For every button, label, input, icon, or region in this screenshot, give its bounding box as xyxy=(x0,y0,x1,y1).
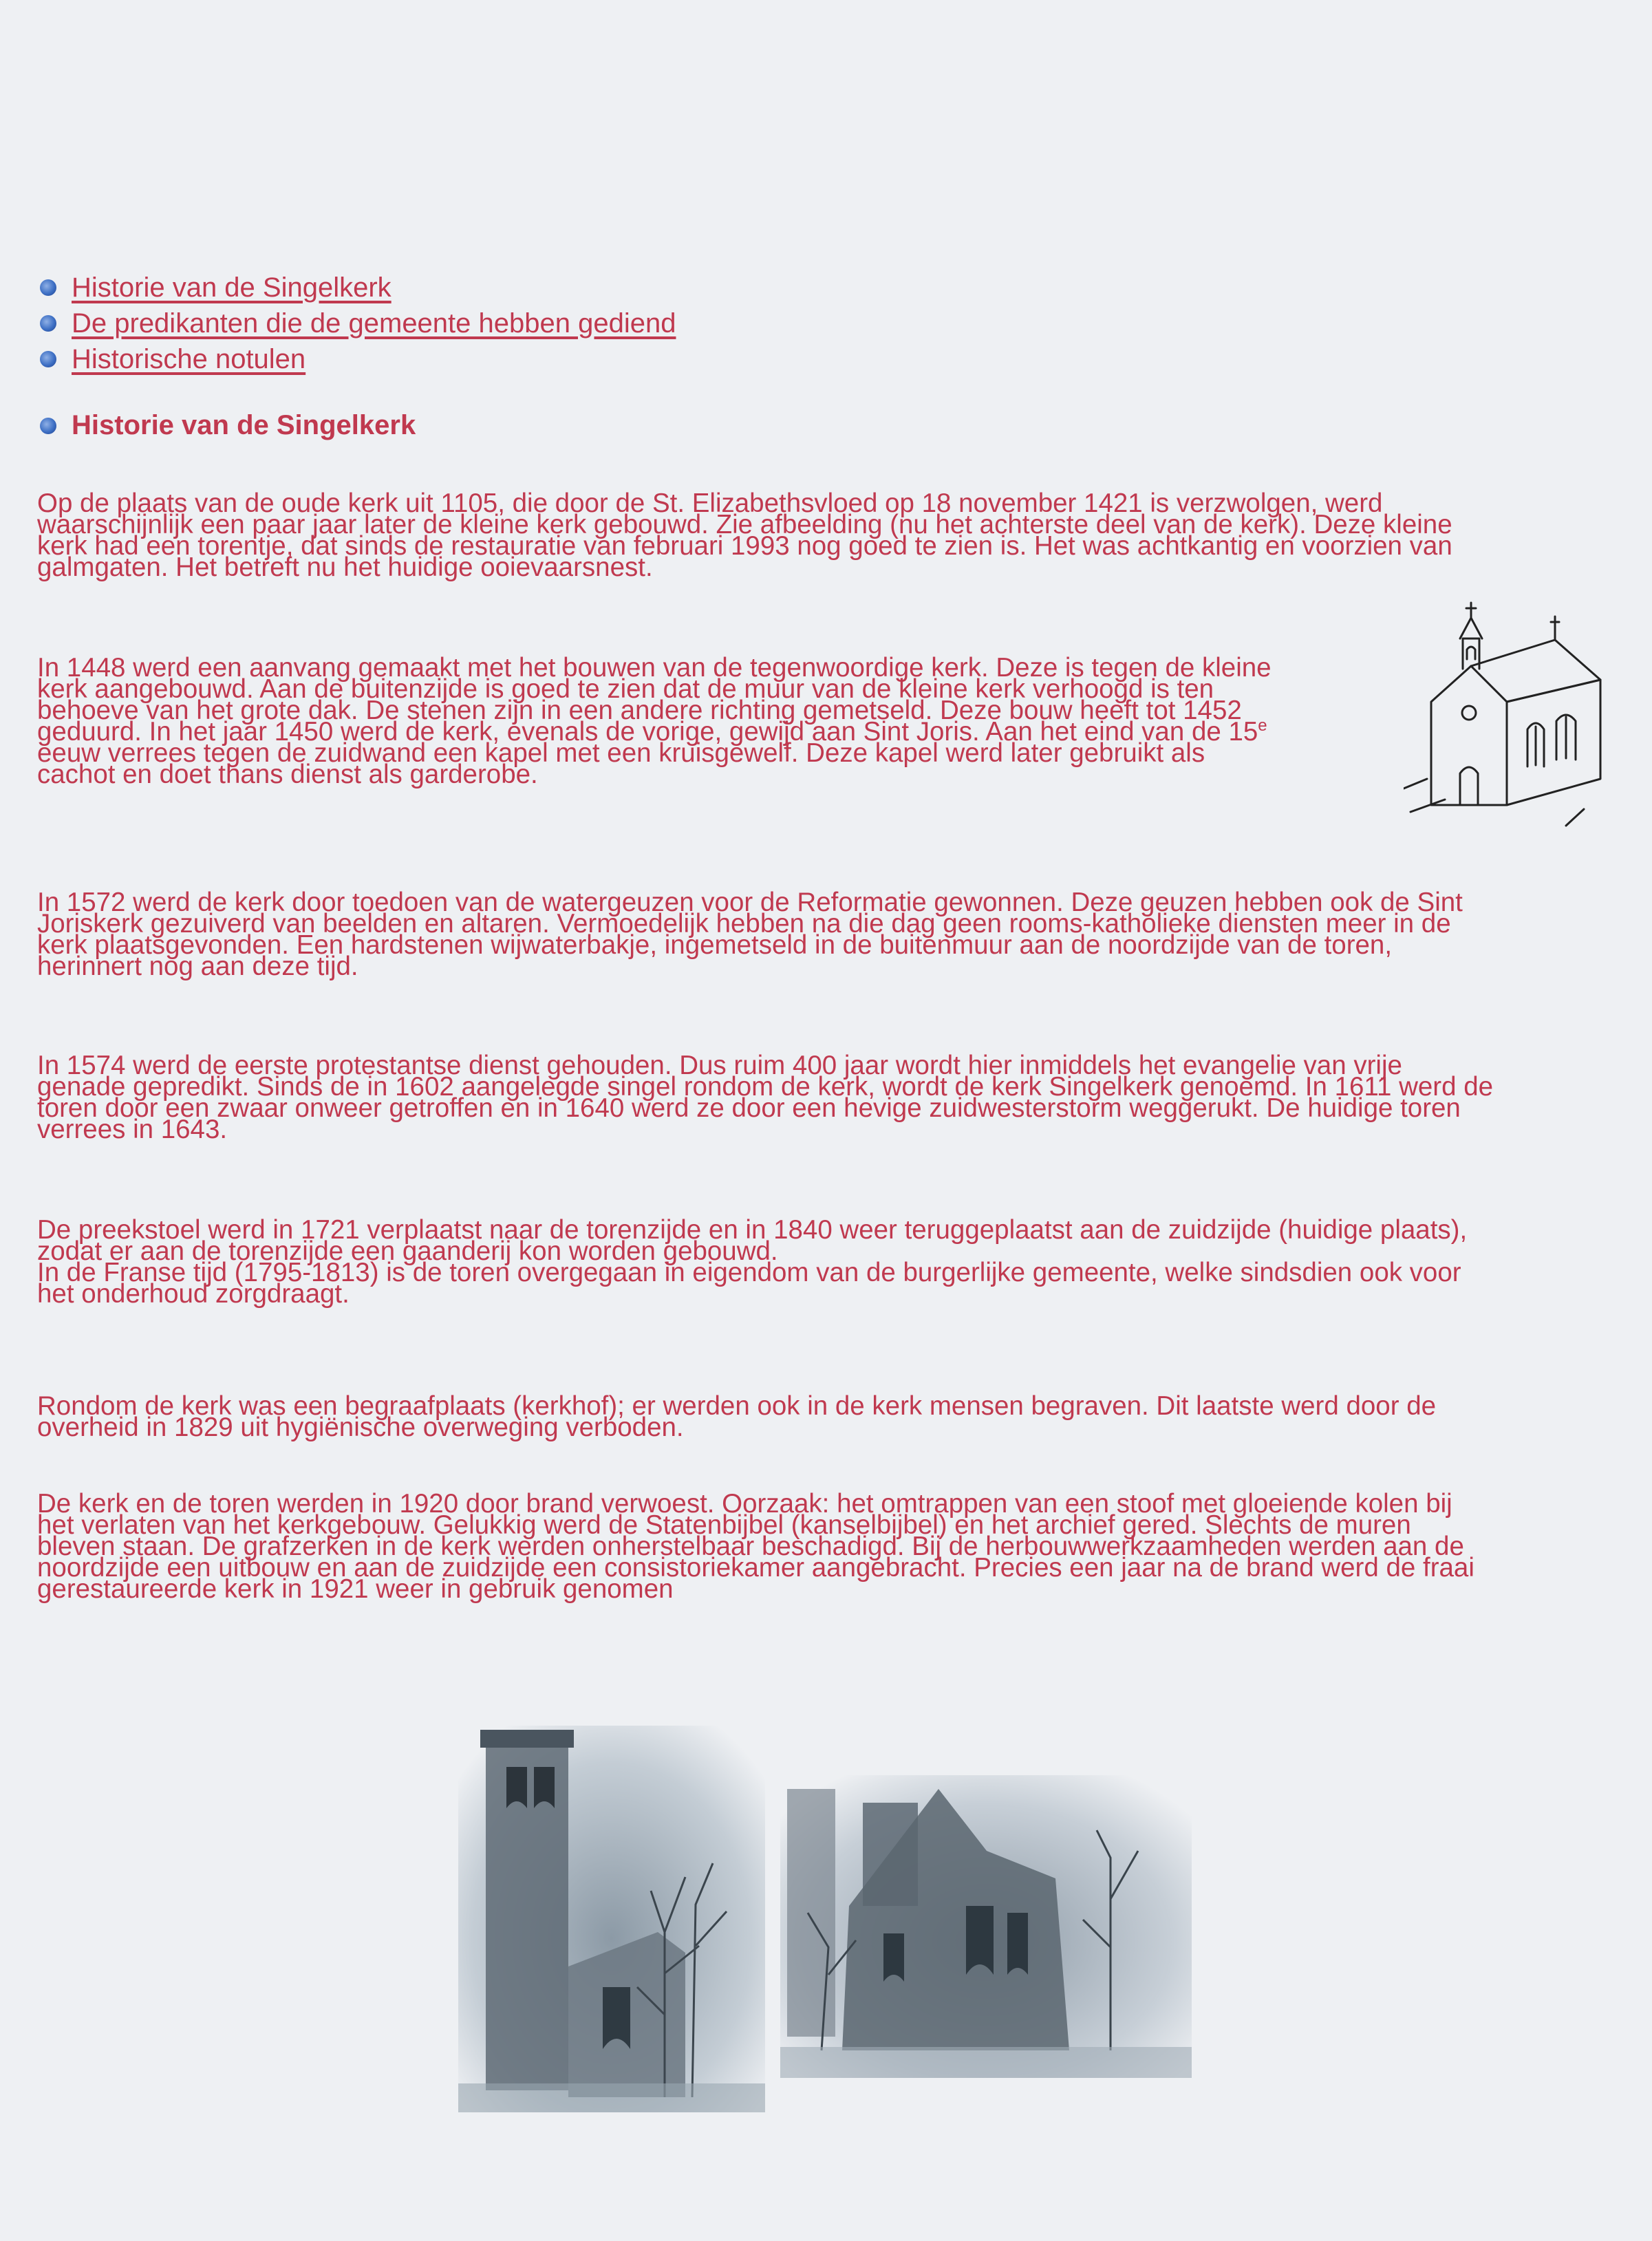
bullet-icon xyxy=(40,279,56,296)
paragraph-2 xyxy=(37,653,1272,789)
church-ruin-photo xyxy=(780,1775,1192,2078)
link-preachers[interactable]: De predikanten die de gemeente hebben gediend xyxy=(72,308,676,339)
church-tower-ruin-photo xyxy=(458,1726,765,2112)
paragraph-7: De kerk en de toren werden in 1920 door brand verwoest. Oorzaak: het omtrappen van een stoof met gloeiende kolen bij het verlaten van het kerkgebouw. Gelukkig werd de Statenbijbel (kanselbijbel) en het archief gered. Slechts de muren bleven staan. De grafzerken in de kerk werden onherstelbaar beschadigd. Bij de herbouwwerkzaamheden werden aan de noordzijde een uitbouw en aan de zuidzijde een consistoriekamer aangebracht. Precies een jaar na de brand werd de fraai gerestaureerde kerk in 1921 weer in gebruik genomen xyxy=(37,1489,1474,1604)
link-list xyxy=(40,270,676,377)
paragraph-2-superscript: e xyxy=(1258,716,1267,736)
link-history[interactable]: Historie van de Singelkerk xyxy=(72,272,391,303)
link-row-preachers xyxy=(40,305,676,341)
bullet-icon xyxy=(40,351,56,367)
paragraph-1: Op de plaats van de oude kerk uit 1105, die door de St. Elizabethsvloed op 18 november 1421 is verzwolgen, werd waarschijnlijk een paar jaar later de kleine kerk gebouwd. Zie afbeelding (nu het achterste deel van de kerk). Deze kleine kerk had een torentje, dat sinds de restauratie van februari 1993 nog goed te zien is. Het was achtkantig en voorzien van galmgaten. Het betreft nu het huidige ooievaarsnest. xyxy=(37,489,1452,582)
link-row-minutes xyxy=(40,341,676,377)
church-sketch-image xyxy=(1404,599,1610,836)
section-heading-row xyxy=(40,410,416,441)
bullet-icon xyxy=(40,418,56,434)
paragraph-4: In 1574 werd de eerste protestantse dienst gehouden. Dus ruim 400 jaar wordt hier inmiddels het evangelie van vrije genade gepredikt. Sinds de in 1602 aangelegde singel rondom de kerk, wordt de kerk Singelkerk genoemd. In 1611 werd de toren door een zwaar onweer getroffen en in 1640 werd ze door een hevige zuidwesterstorm weggerukt. De huidige toren verrees in 1643. xyxy=(37,1051,1494,1144)
link-row-history xyxy=(40,270,676,305)
link-minutes[interactable]: Historische notulen xyxy=(72,343,306,374)
paragraph-3: In 1572 werd de kerk door toedoen van de watergeuzen voor de Reformatie gewonnen. Deze geuzen hebben ook de Sint Joriskerk gezuiverd van beelden en altaren. Vermoedelijk hebben na die dag geen rooms-katholieke diensten meer in de kerk plaatsgevonden. Een hardstenen wijwaterbakje, ingemetseld in de buitenmuur aan de noordzijde van de toren, herinnert nog aan deze tijd. xyxy=(37,888,1463,981)
bullet-icon xyxy=(40,315,56,332)
paragraph-6: Rondom de kerk was een begraafplaats (kerkhof); er werden ook in de kerk mensen begraven. Dit laatste werd door de overheid in 1829 uit hygiënische overweging verboden. xyxy=(37,1391,1437,1442)
paragraph-5: De preekstoel werd in 1721 verplaatst naar de torenzijde en in 1840 weer teruggeplaatst aan de zuidzijde (huidige plaats), zodat er aan de torenzijde een gaanderij kon worden gebouwd. In de Franse tijd (1795-1813) is de toren overgegaan in eigendom van de burgerlijke gemeente, welke sindsdien ook voor het onderhoud zorgdraagt. xyxy=(37,1215,1468,1309)
paragraph-2-text-a: In 1448 werd een aanvang gemaakt met het bouwen van de tegenwoordige kerk. Deze is tegen de kleine kerk aangebouwd. Aan de buitenzijde is goed te zien dat de muur van de kleine kerk verhoogd is ten behoeve van het grote dak. De stenen zijn in een andere richting gemetseld. Deze bouw heeft tot 1452 geduurd. In het jaar 1450 werd de kerk, evenals de vorige, gewijd aan Sint Joris. Aan het eind van de 15 xyxy=(37,653,1272,747)
section-title: Historie van de Singelkerk xyxy=(72,410,416,440)
paragraph-2-text-b: eeuw verrees tegen de zuidwand een kapel met een kruisgewelf. Deze kapel werd later gebruikt als cachot en doet thans dienst als garderobe. xyxy=(37,738,1205,789)
